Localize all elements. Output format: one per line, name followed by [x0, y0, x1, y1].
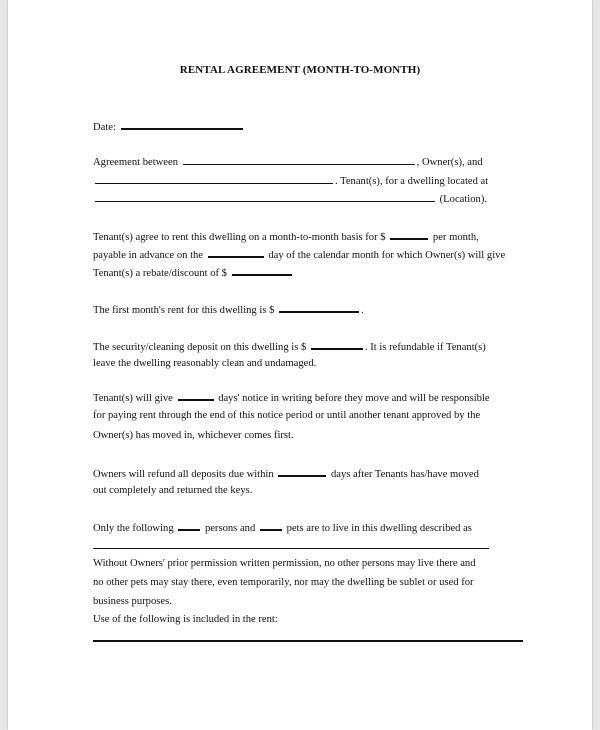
rent-text-1b: per month, [432, 232, 479, 243]
deposit-text-1a: The security/cleaning deposit on this dwelling is $ [93, 342, 307, 353]
permission-line-2 [93, 576, 474, 590]
deposit-line-1 [93, 339, 486, 355]
rent-text-3a: Tenant(s) a rebate/discount of $ [93, 268, 227, 279]
document-page [8, 0, 592, 730]
included-text: Use of the following is included in the rent: [93, 614, 278, 625]
refund-line-1 [93, 466, 479, 482]
rent-line-3 [93, 265, 294, 281]
included-line [93, 613, 278, 627]
refund-text-1a: Owners will refund all deposits due within [93, 469, 274, 480]
refund-text-2: out completely and returned the keys. [93, 485, 253, 496]
refund-days-field[interactable] [278, 466, 326, 477]
date-label: Date: [93, 122, 116, 133]
permission-line-1 [93, 557, 476, 571]
tenant-name-field[interactable] [95, 174, 333, 184]
permission-text-2: no other pets may stay there, even temporarily, nor may the dwelling be sublet or used for [93, 577, 474, 588]
due-day-field[interactable] [208, 247, 264, 258]
notice-text-2: for paying rent through the end of this notice period or until another tenant approved by the [93, 410, 481, 421]
date-line [93, 119, 245, 135]
rent-text-2a: payable in advance on the [93, 250, 204, 261]
refund-line-2 [93, 484, 252, 498]
first-month-line: The first month's rent for this dwelling is $ . [93, 302, 364, 318]
permission-line-3 [93, 595, 172, 609]
occupancy-text-1b: persons and [204, 523, 256, 534]
notice-text-1a: Tenant(s) will give [93, 393, 173, 404]
agreement-line-3 [93, 192, 487, 207]
refund-text-1b: days after Tenants has/have moved [330, 469, 479, 480]
dwelling-description-field[interactable] [93, 548, 489, 549]
location-field[interactable] [95, 192, 435, 202]
discount-field[interactable] [232, 265, 292, 276]
notice-text-1b: days' notice in writing before they move and will be responsible [218, 393, 490, 404]
rent-line-1 [93, 229, 479, 245]
occupancy-text-1a: Only the following [93, 523, 174, 534]
deposit-text-1b: . It is refundable if Tenant(s) [364, 342, 486, 353]
occupancy-line-1 [93, 520, 472, 536]
rent-amount-field[interactable] [390, 229, 428, 240]
persons-count-field[interactable] [178, 520, 200, 531]
occupancy-text-1c: pets are to live in this dwelling described as [286, 523, 472, 534]
deposit-line-2 [93, 357, 316, 371]
notice-line-3 [93, 429, 294, 443]
permission-text-3: business purposes. [93, 596, 172, 607]
rent-line-2 [93, 247, 505, 263]
notice-text-3: Owner(s) has moved in, whichever comes first. [93, 430, 294, 441]
agreement-text-3b: (Location). [439, 194, 488, 205]
agreement-text-1b: , Owner(s), and [416, 157, 483, 168]
first-month-field[interactable] [279, 302, 359, 313]
agreement-line-1 [93, 155, 483, 170]
agreement-line-2 [93, 174, 488, 189]
pets-count-field[interactable] [260, 520, 282, 531]
agreement-text-2b: . Tenant(s), for a dwelling located at [335, 176, 489, 187]
notice-line-1 [93, 390, 490, 406]
document-title: RENTAL AGREEMENT (MONTH-TO-MONTH) [179, 64, 421, 76]
notice-line-2 [93, 409, 480, 423]
included-items-field[interactable] [93, 640, 523, 642]
first-month-text: The first month's rent for this dwelling is $ [93, 305, 275, 316]
deposit-text-2: leave the dwelling reasonably clean and undamaged. [93, 358, 317, 369]
agreement-text-1a: Agreement between [93, 157, 179, 168]
owner-name-field[interactable] [183, 155, 415, 165]
deposit-field[interactable] [311, 339, 363, 350]
permission-text-1: Without Owners' prior permission written permission, no other persons may live there and [93, 558, 476, 569]
rent-text-1a: Tenant(s) agree to rent this dwelling on a month-to-month basis for $ [93, 232, 386, 243]
date-field[interactable] [121, 119, 243, 130]
rent-text-2b: day of the calendar month for which Owner(s) will give [268, 250, 506, 261]
notice-days-field[interactable] [178, 390, 214, 401]
